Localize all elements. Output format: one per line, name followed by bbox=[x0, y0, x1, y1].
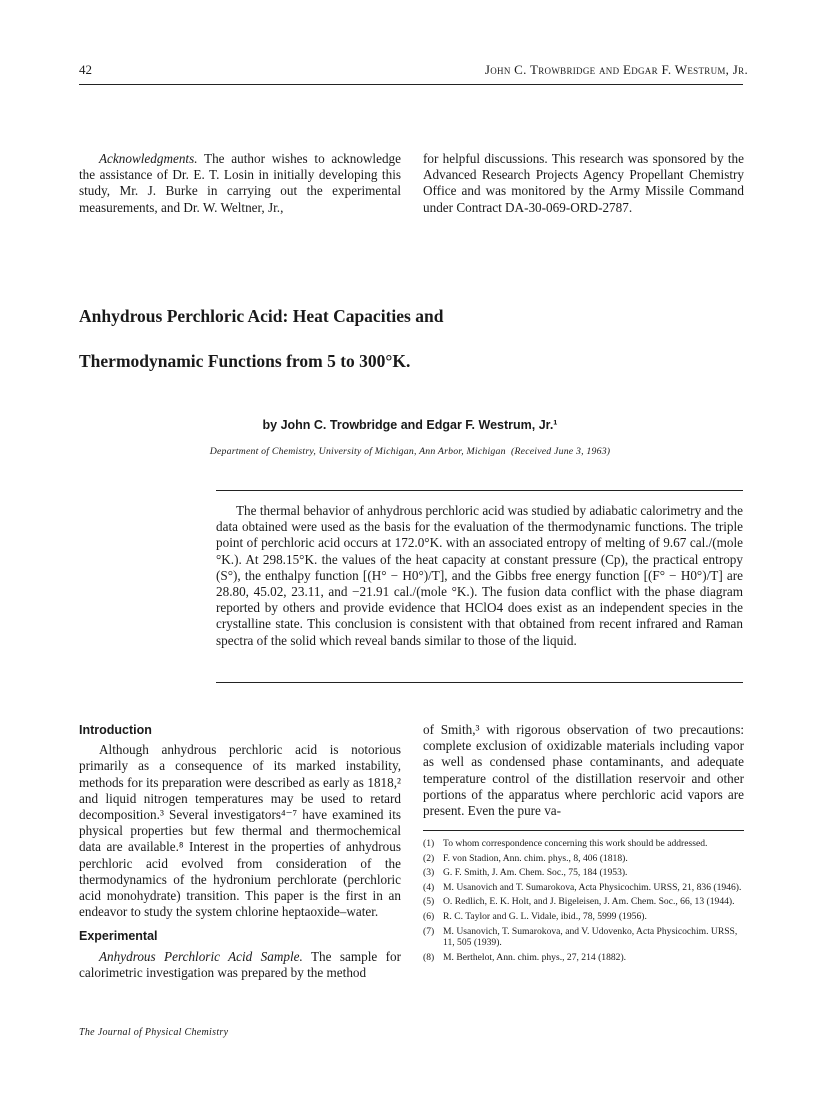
footnote-text: O. Redlich, E. K. Holt, and J. Bigeleisen, J. Am. Chem. Soc., 66, 13 (1944). bbox=[443, 896, 735, 908]
experimental-heading: Experimental bbox=[79, 929, 158, 944]
article-title-line-1: Anhydrous Perchloric Acid: Heat Capacities and bbox=[79, 306, 444, 326]
experimental-label: Anhydrous Perchloric Acid Sample. bbox=[99, 948, 303, 964]
body-left-column bbox=[79, 722, 401, 981]
footnote-item bbox=[423, 838, 744, 850]
footnote-number: (2) bbox=[423, 852, 435, 864]
footnote-text: M. Usanovich, T. Sumarokova, and V. Udovenko, Acta Physicochim. URSS, 11, 505 (1939). bbox=[443, 925, 738, 949]
footnote-item bbox=[423, 867, 744, 879]
article-affiliation-line bbox=[0, 446, 820, 457]
footnote-number: (7) bbox=[423, 925, 435, 937]
footnote-item bbox=[423, 882, 744, 894]
footnote-rule bbox=[423, 830, 744, 831]
introduction-heading: Introduction bbox=[79, 723, 152, 737]
footnote-item bbox=[423, 926, 744, 949]
running-title: John C. Trowbridge and Edgar F. Westrum, Jr. bbox=[484, 62, 748, 77]
article-title-line-2: Thermodynamic Functions from 5 to 300°K. bbox=[79, 351, 411, 371]
abstract-top-rule bbox=[216, 490, 743, 491]
page-number: 42 bbox=[79, 62, 92, 77]
footnote-number: (6) bbox=[423, 910, 435, 922]
footnote-item bbox=[423, 896, 744, 908]
footnote-text: M. Berthelot, Ann. chim. phys., 27, 214 (1882). bbox=[443, 951, 627, 963]
footnote-item bbox=[423, 853, 744, 865]
footnote-text: R. C. Taylor and G. L. Vidale, ibid., 78, 5999 (1956). bbox=[443, 910, 647, 922]
experimental-paragraph bbox=[79, 949, 401, 981]
acknowledgments-left bbox=[79, 151, 401, 216]
acknowledgments-right bbox=[423, 151, 744, 216]
affiliation: Department of Chemistry, University of Michigan, Ann Arbor, Michigan bbox=[209, 446, 506, 457]
footnote-item bbox=[423, 911, 744, 923]
received-date: (Received June 3, 1963) bbox=[511, 446, 611, 457]
introduction-paragraph: Although anhydrous perchloric acid is notorious primarily as a consequence of its marked instability, methods for its preparation were described as early as 1818,² and liquid nitrogen temperatures may be used to retard decomposition.³ Several investigators⁴⁻⁷ have examined its physical properties but few thermal and thermochemical data are available.⁸ Interest in the properties of anhydrous perchloric acid evolved from consideration of the thermodynamics of the hydronium perchlorate (perchloric acid monohydrate) transition. This paper is the first in an endeavor to study the system chlorine heptaoxide–water. bbox=[79, 742, 401, 920]
article-authors: by John C. Trowbridge and Edgar F. Westrum, Jr.¹ bbox=[262, 418, 558, 432]
footnotes bbox=[423, 838, 744, 966]
abstract-text: The thermal behavior of anhydrous perchloric acid was studied by adiabatic calorimetry and the data obtained were used as the basis for the evaluation of the thermodynamic functions. The triple point of perchloric acid occurs at 172.0°K. with an associated entropy of melting of 9.67 cal./(mole °K.). At 298.15°K. the values of the heat capacity at constant pressure (Cp), the practical entropy (S°), the enthalpy function [(H° − H0°)/T], and the Gibbs free energy function [(F° − H0°)/T] are 28.80, 45.02, 23.11, and −21.91 cal./(mole °K.). The fusion data conflict with the phase diagram reported by others and provide evidence that HClO4 does exist as an independent species in the crystalline state. This conclusion is consistent with that obtained from recent infrared and Raman spectra of the solid which reveal bands similar to those of the liquid. bbox=[216, 503, 743, 648]
header-rule bbox=[79, 84, 743, 85]
acknowledgments-label: Acknowledgments. bbox=[99, 151, 198, 166]
abstract-bottom-rule bbox=[216, 682, 743, 683]
footnote-text: G. F. Smith, J. Am. Chem. Soc., 75, 184 (1953). bbox=[443, 867, 628, 879]
footnote-number: (4) bbox=[423, 881, 435, 893]
footnote-number: (1) bbox=[423, 838, 435, 849]
body-right-column bbox=[423, 722, 744, 819]
footnote-text: F. von Stadion, Ann. chim. phys., 8, 406 (1818). bbox=[443, 852, 628, 864]
experimental-text: The sample for calorimetric investigation was prepared by the method bbox=[79, 948, 402, 980]
journal-footer: The Journal of Physical Chemistry bbox=[79, 1027, 229, 1038]
acknowledgments-text: The author wishes to acknowledge the assistance of Dr. E. T. Losin in initially developing this study, Mr. J. Burke in carrying out the experimental measurements, and Dr. W. Weltner, Jr., bbox=[79, 151, 401, 215]
body-right-paragraph: of Smith,³ with rigorous observation of two precautions: complete exclusion of oxidizable materials including vapor as well as condensed phase contaminants, and adequate temperature control of the distillation reservoir and other portions of the apparatus where perchloric acid vapors are present. Even the pure va- bbox=[423, 722, 744, 819]
footnote-text: M. Usanovich and T. Sumarokova, Acta Physicochim. URSS, 21, 836 (1946). bbox=[443, 881, 742, 893]
footnote-item bbox=[423, 952, 744, 964]
footnote-number: (8) bbox=[423, 951, 435, 963]
footnote-text: To whom correspondence concerning this work should be addressed. bbox=[443, 838, 708, 849]
footnote-number: (5) bbox=[423, 896, 435, 908]
footnote-number: (3) bbox=[423, 867, 435, 879]
acknowledgments-continued: for helpful discussions. This research was sponsored by the Advanced Research Projects Agency Propellant Chemistry Office and was monitored by the Army Missile Command under Contract DA-30-069-ORD-2787. bbox=[423, 151, 744, 215]
abstract bbox=[216, 503, 743, 649]
